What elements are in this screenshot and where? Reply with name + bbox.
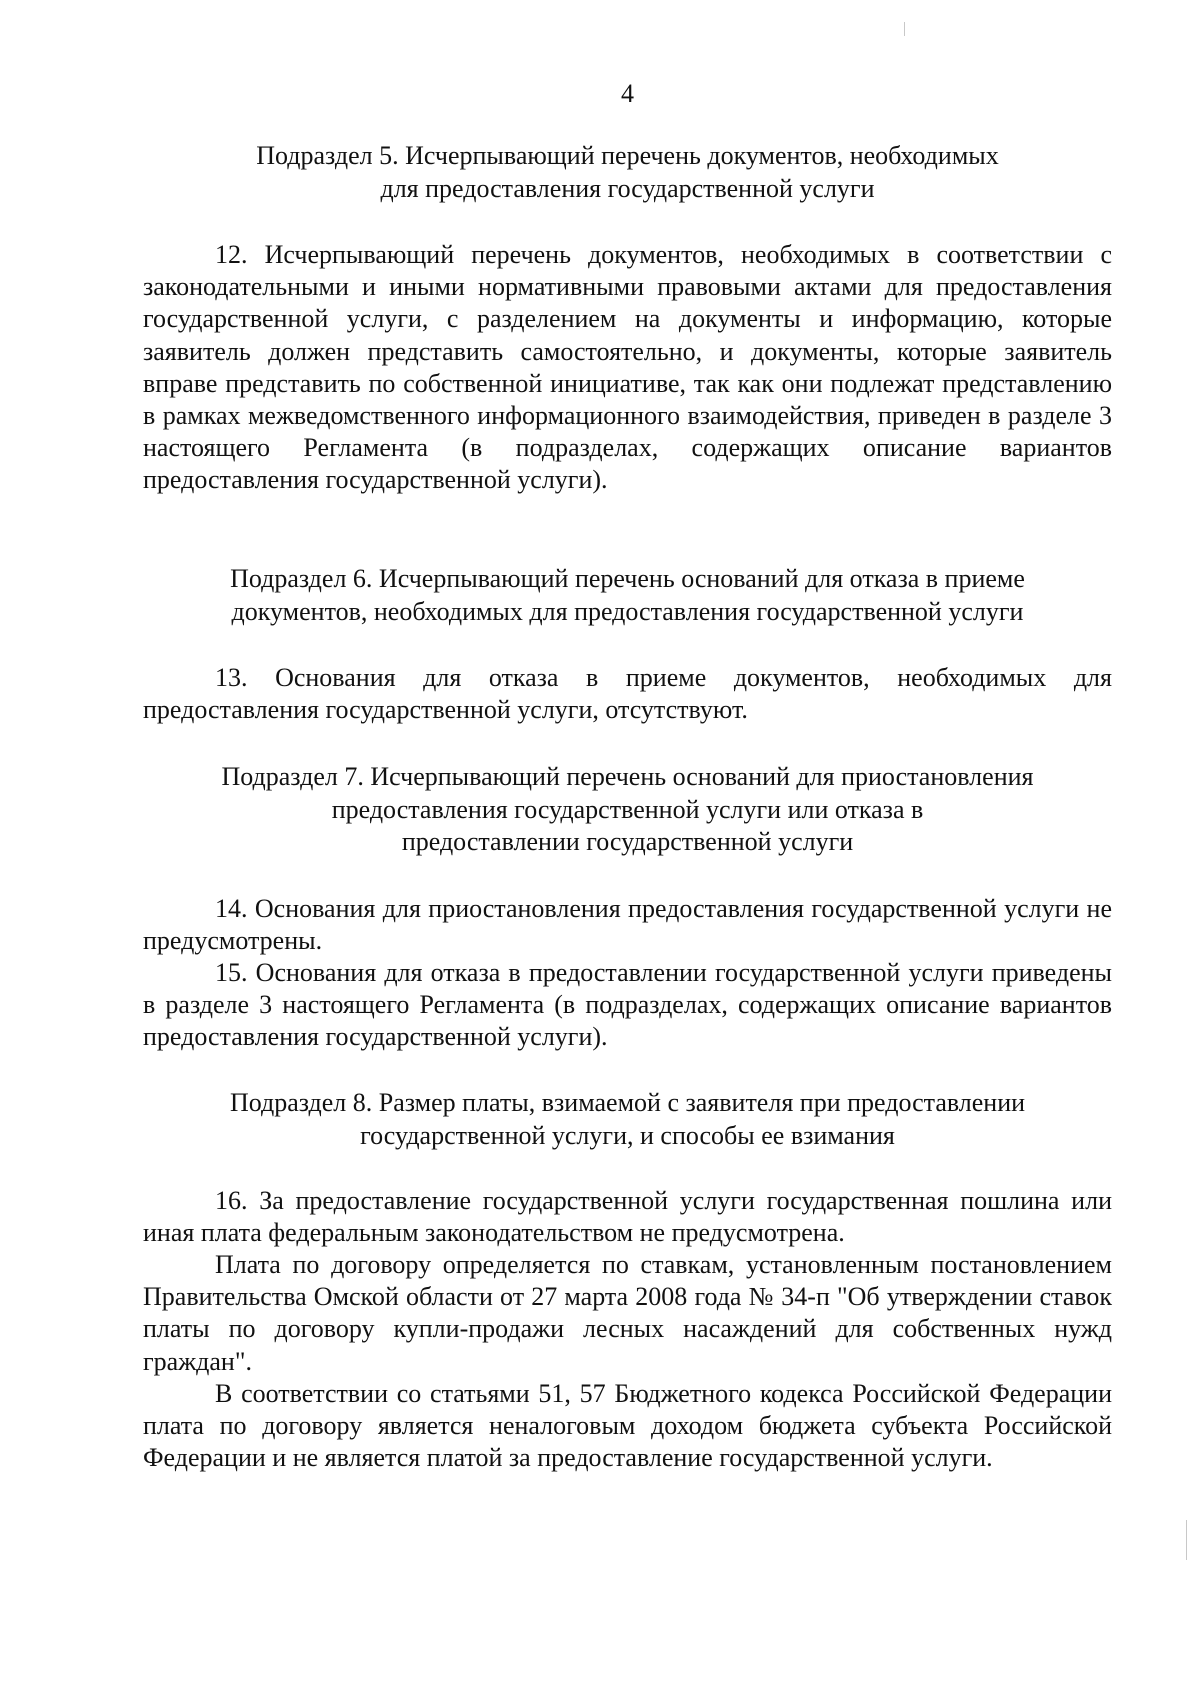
paragraph-16-fee: Плата по договору определяется по ставкам, установленным постановлением Правительства Омской области от 27 марта 2008 года № 34-п "Об утверждении ставок платы по договору купли-продажи лесных насаждений для собственных нужд граждан".	[143, 1250, 1112, 1376]
heading-line: Подраздел 6. Исчерпывающий перечень оснований для отказа в приеме	[230, 564, 1025, 593]
paragraph-16: 16. За предоставление государственной услуги государственная пошлина или иная плата федеральным законодательством не предусмотрена.	[143, 1186, 1112, 1248]
paragraph-16-budget: В соответствии со статьями 51, 57 Бюджетного кодекса Российской Федерации плата по договору является неналоговым доходом бюджета субъекта Российской Федерации и не является платой за предоставление государственной услуги.	[143, 1379, 1112, 1473]
paragraph-13: 13. Основания для отказа в приеме документов, необходимых для предоставления государственной услуги, отсутствуют.	[143, 663, 1112, 725]
heading-line: для предоставления государственной услуги	[380, 173, 875, 203]
heading-line: предоставлении государственной услуги	[401, 827, 854, 856]
paragraph-12: 12. Исчерпывающий перечень документов, необходимых в соответствии с законодательными и иными нормативными правовыми актами для предоставления государственной услуги, с разделением на документы и информацию, которые заявитель должен представить самостоятельно, и документы, которые заявитель вправе представить по собственной инициативе, так как они подлежат представлению в рамках межведомственного информационного взаимодействия, приведен в разделе 3 настоящего Регламента (в подразделах, содержащих описание вариантов предоставления государственной услуги).	[143, 240, 1112, 495]
paragraph-14: 14. Основания для приостановления предоставления государственной услуги не предусмотрены.	[143, 894, 1112, 956]
scan-artifact	[904, 22, 905, 36]
scan-artifact	[1186, 1520, 1187, 1560]
heading-line: предоставления государственной услуги или отказа в	[331, 794, 924, 824]
paragraph-15: 15. Основания для отказа в предоставлении государственной услуги приведены в разделе 3 настоящего Регламента (в подразделах, содержащих описание вариантов предоставления государственной услуги).	[143, 958, 1112, 1052]
subsection-5-heading	[143, 140, 1112, 205]
heading-line: Подраздел 7. Исчерпывающий перечень оснований для приостановления	[221, 762, 1034, 791]
subsection-8-heading	[143, 1087, 1112, 1152]
heading-line: Подраздел 8. Размер платы, взимаемой с заявителя при предоставлении	[229, 1088, 1026, 1117]
subsection-6-heading	[143, 563, 1112, 628]
heading-line: государственной услуги, и способы ее взимания	[360, 1120, 895, 1150]
subsection-7-heading	[143, 761, 1112, 859]
heading-line: Подраздел 5. Исчерпывающий перечень документов, необходимых	[256, 141, 999, 170]
heading-line: документов, необходимых для предоставления государственной услуги	[231, 596, 1024, 626]
page-number: 4	[621, 79, 634, 108]
